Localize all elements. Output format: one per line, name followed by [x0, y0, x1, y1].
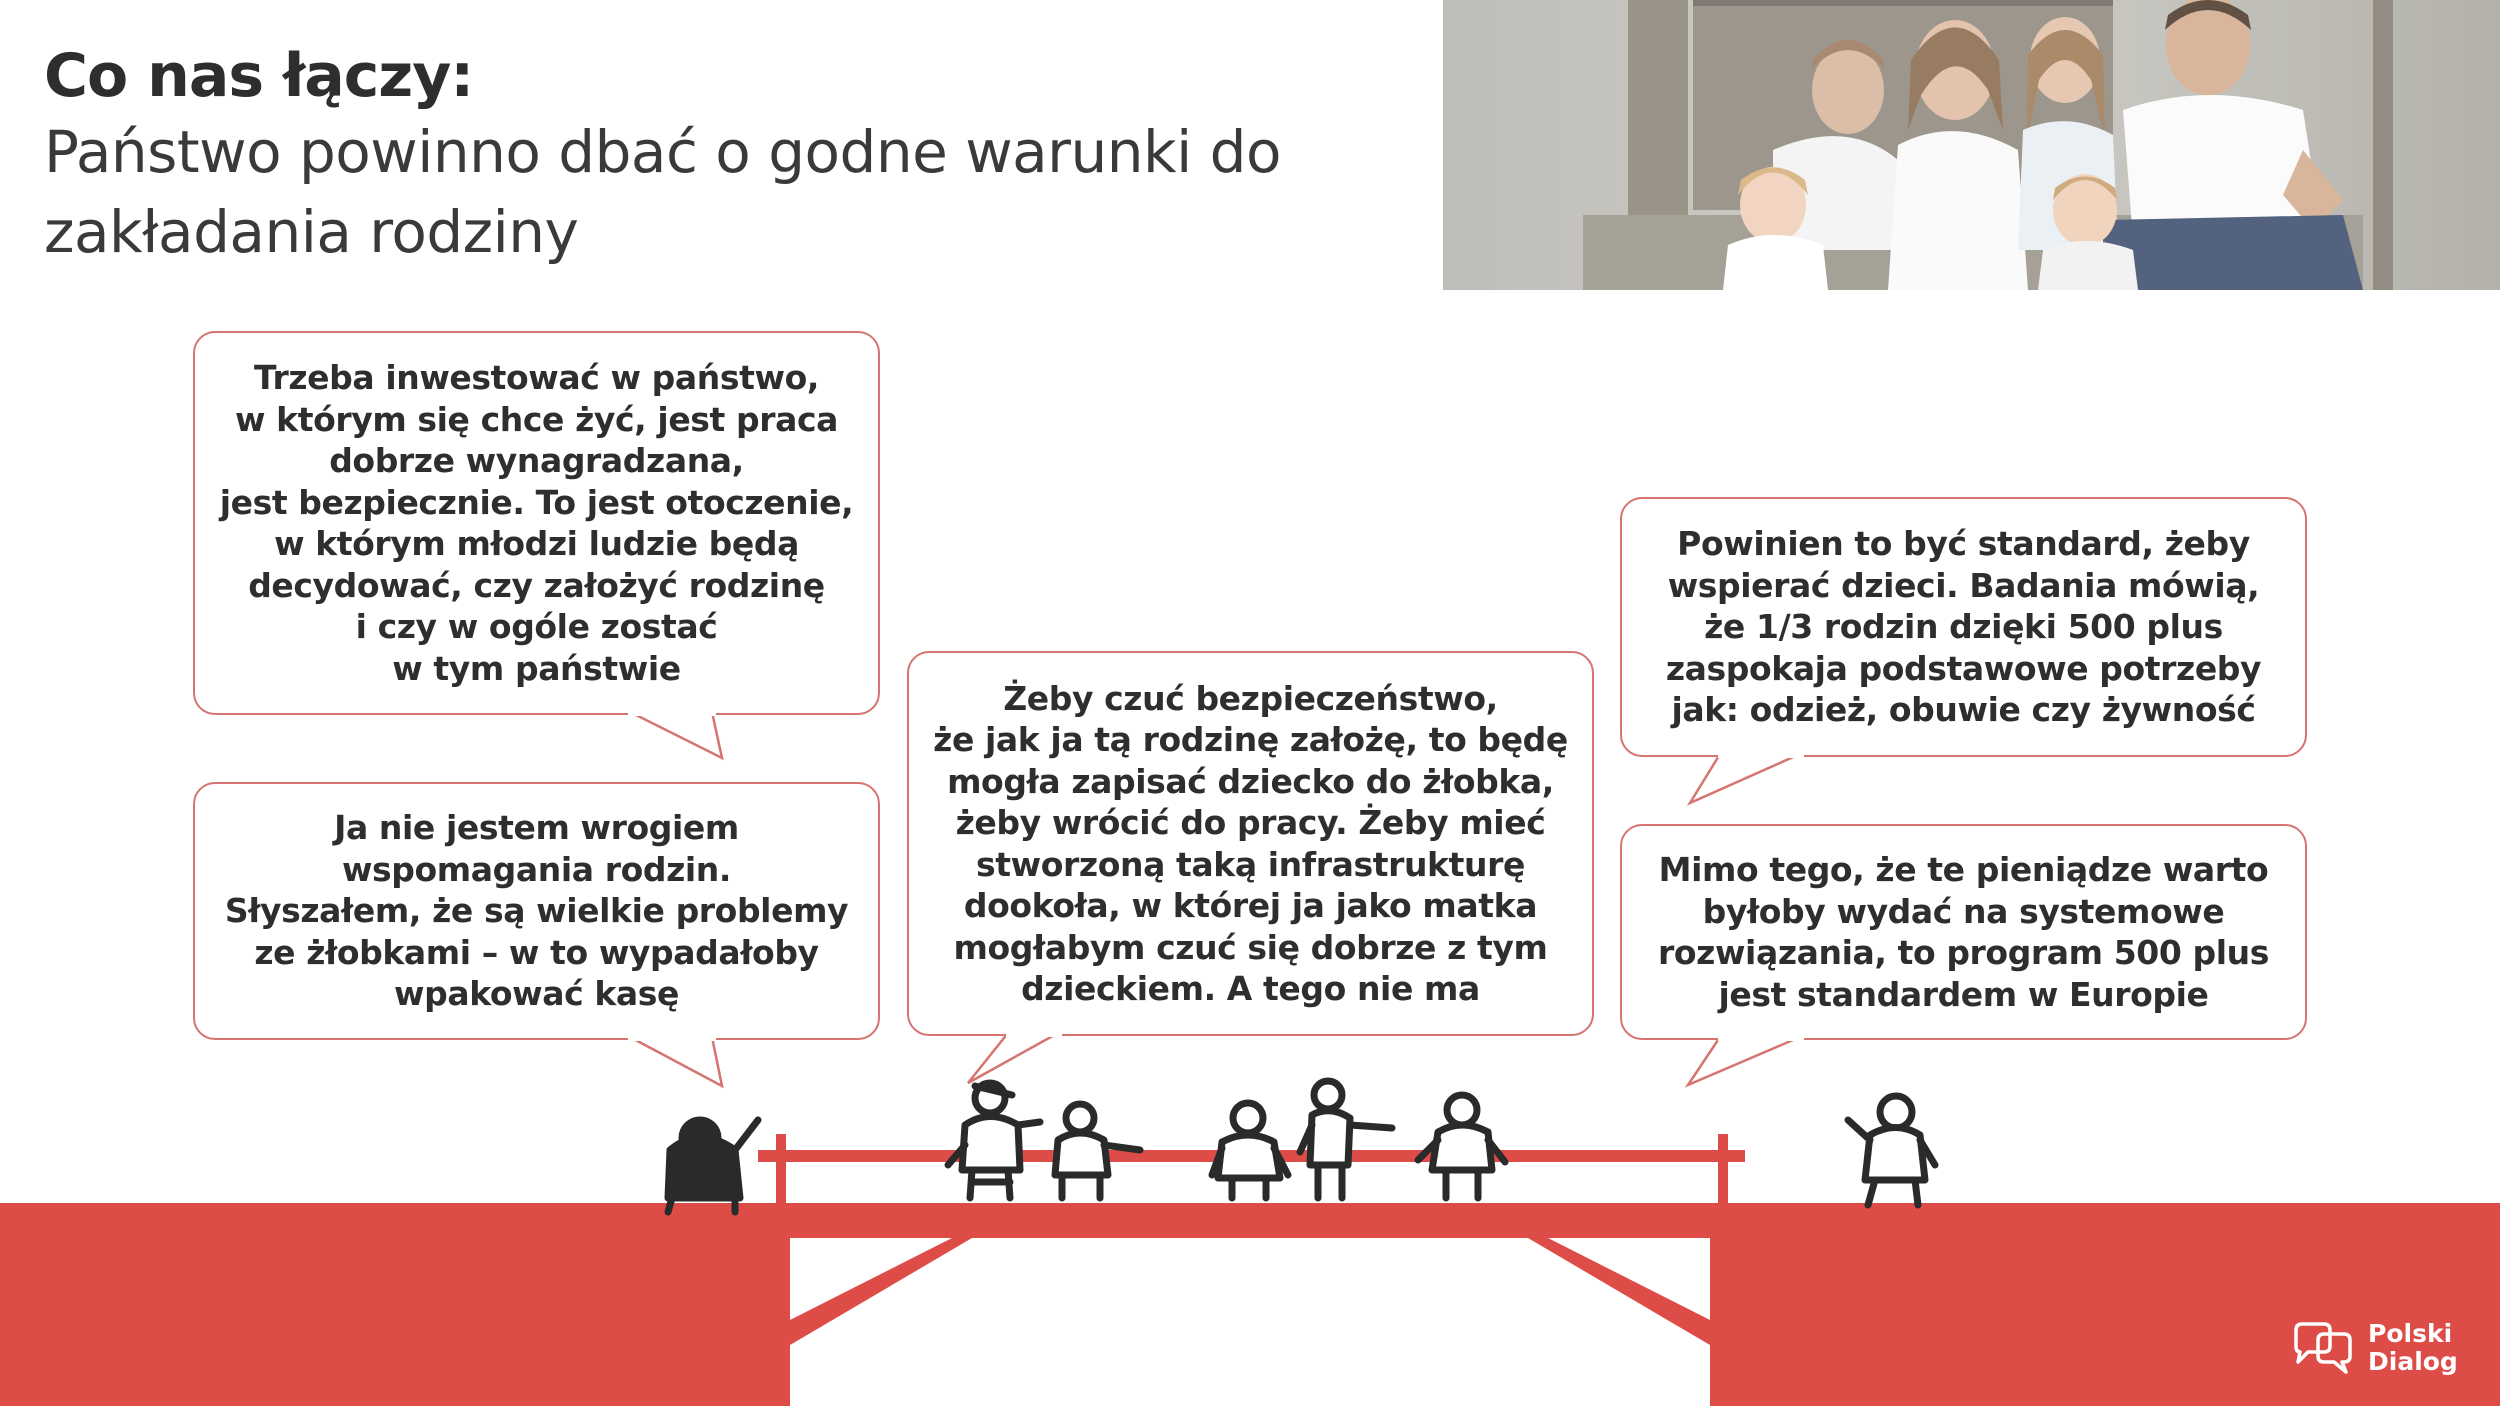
person-figure-left-icon [668, 1120, 758, 1212]
person-figure-2-icon [1055, 1104, 1140, 1198]
quote-text-5: Mimo tego, że te pieniądze warto byłoby wydać na systemowe rozwiązania, to program 500 plus jest standardem w Europie [1658, 850, 2269, 1014]
quote-text-1: Trzeba inwestować w państwo, w którym się chce żyć, jest praca dobrze wynagradzana, jest bezpiecznie. To jest otoczenie, w którym młodzi ludzie będą decydować, czy założyć rodzinę i czy w ogóle zostać w tym państwie [219, 358, 854, 688]
page-title: Co nas łączy: [44, 41, 474, 111]
polski-dialog-logo [2290, 1320, 2458, 1376]
quote-text-3: Żeby czuć bezpieczeństwo, że jak ja tą rodzinę założę, to będę mogła zapisać dziecko do żłobka, żeby wrócić do pracy. Żeby mieć stworzoną taką infrastrukturę dookoła, w której ja jako matka mogłabym czuć się dobrze z tym dzieckiem. A tego nie ma [933, 678, 1568, 1008]
quote-text-2: Ja nie jestem wrogiem wspomagania rodzin. Słyszałem, że są wielkie problemy ze żłobkami – w to wypadałoby wpakować kasę [224, 808, 849, 1014]
person-figure-1-icon [948, 1083, 1040, 1198]
speech-bubbles-logo-icon [2290, 1320, 2356, 1376]
person-figure-right-icon [1848, 1096, 1935, 1205]
person-figure-4-icon [1300, 1081, 1392, 1198]
person-figure-5-icon [1418, 1095, 1505, 1198]
page-subtitle: Państwo powinno dbać o godne warunki do zakładania rodziny [44, 118, 1281, 267]
logo-text: Polski Dialog [2368, 1319, 2458, 1376]
person-figure-3-icon [1212, 1103, 1288, 1198]
quote-text-4: Powinien to być standard, żeby wspierać dzieci. Badania mówią, że 1/3 rodzin dzięki 500 plus zaspokaja podstawowe potrzeby jak: odzież, obuwie czy żywność [1665, 524, 2262, 730]
